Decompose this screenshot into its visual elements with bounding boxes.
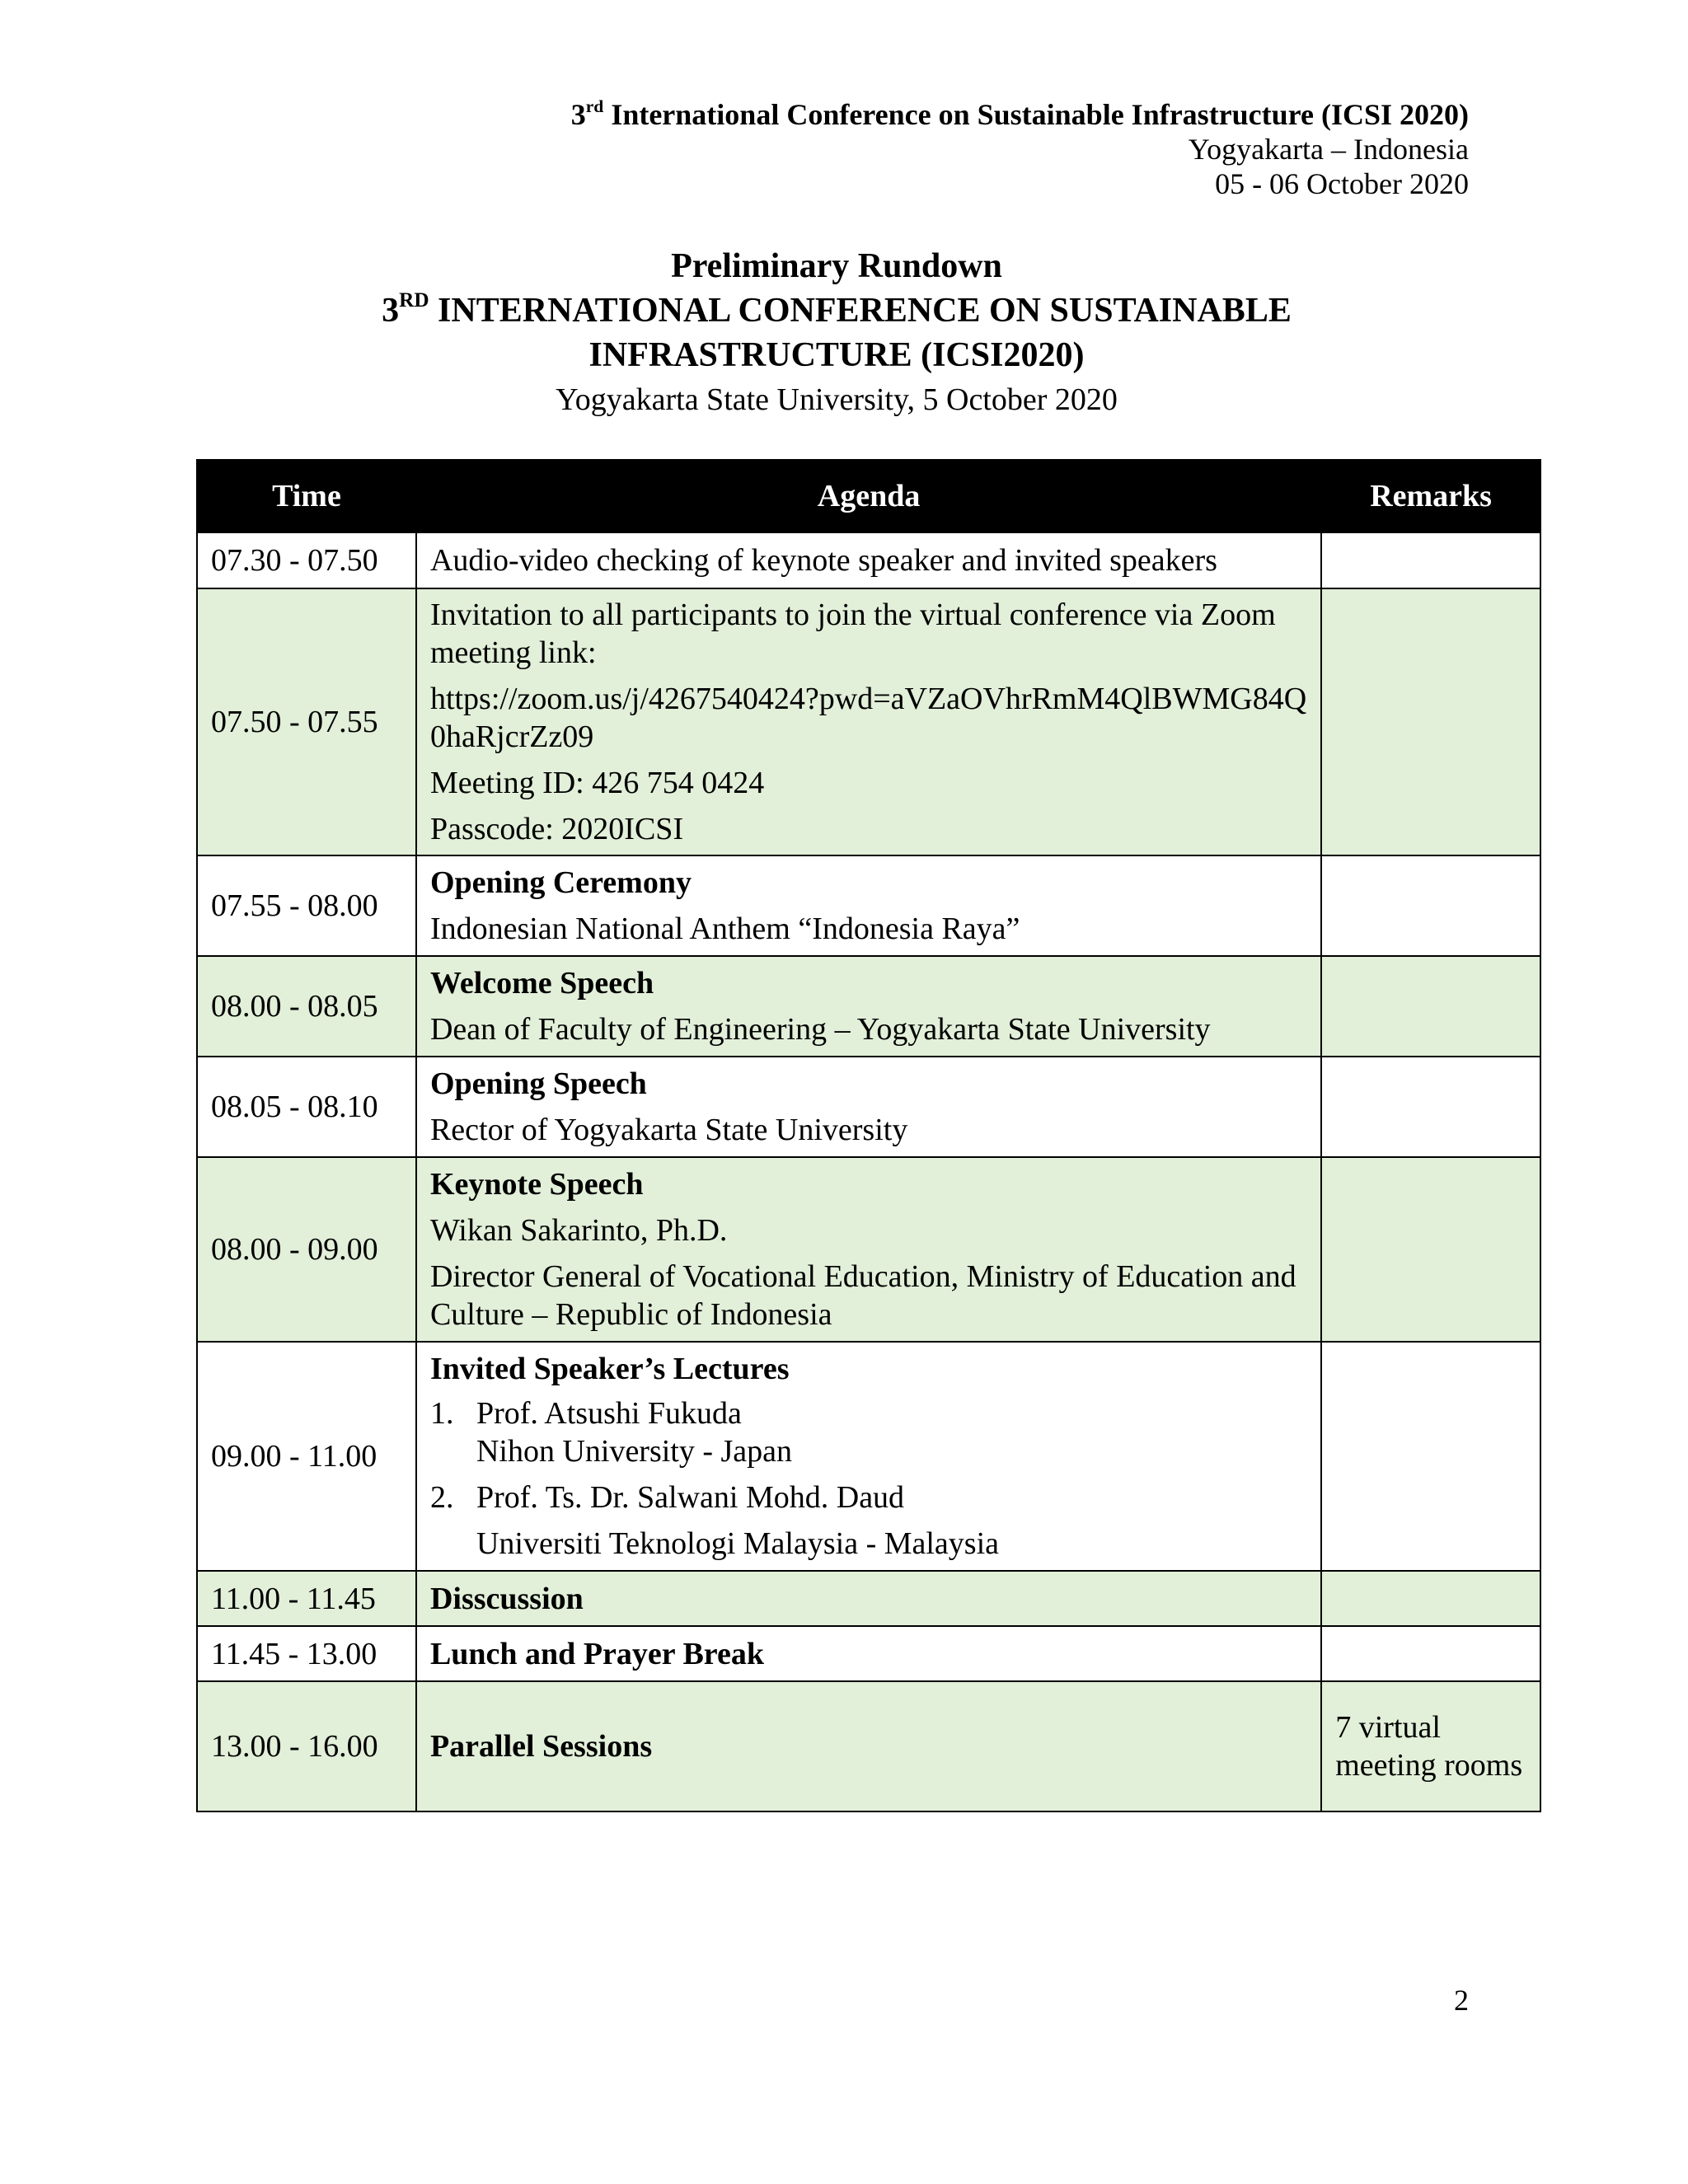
speaker-affiliation: Nihon University - Japan (476, 1434, 793, 1469)
time-cell: 07.50 - 07.55 (197, 588, 416, 855)
keynote-speaker: Wikan Sakarinto, Ph.D. (429, 1213, 728, 1248)
conference-name: 3rd International Conference on Sustainable Infrastructure (ICSI 2020) (570, 96, 1469, 131)
title-line-2: 3RD INTERNATIONAL CONFERENCE ON SUSTAINABLE (382, 289, 1292, 330)
table-row (197, 855, 1540, 956)
remarks-cell (1321, 1057, 1540, 1157)
page-number: 2 (1454, 1984, 1469, 2017)
remarks-cell: 7 virtual meeting rooms (1321, 1681, 1540, 1811)
remarks-cell (1321, 1342, 1540, 1571)
conference-location: Yogyakarta – Indonesia (1188, 133, 1469, 166)
time-cell: 07.55 - 08.00 (197, 855, 416, 956)
agenda-detail: Dean of Faculty of Engineering – Yogyakarta State University (429, 1012, 1211, 1047)
column-header-time: Time (197, 460, 416, 532)
table-row (197, 588, 1540, 855)
agenda-title: Lunch and Prayer Break (429, 1636, 764, 1671)
remarks-cell (1321, 1626, 1540, 1681)
agenda-intro: Invitation to all participants to join the virtual conference via Zoom meeting link: (429, 598, 1276, 670)
agenda-cell (416, 1057, 1321, 1157)
agenda-detail: Director General of Vocational Education, Ministry of Education and Culture – Republic of Indonesia (429, 1259, 1296, 1332)
speaker-name: Prof. Ts. Dr. Salwani Mohd. Daud (476, 1480, 905, 1515)
time-cell: 08.00 - 08.05 (197, 956, 416, 1057)
agenda-cell (416, 1157, 1321, 1342)
agenda-detail: Rector of Yogyakarta State University (429, 1113, 908, 1147)
time-cell: 08.00 - 09.00 (197, 1157, 416, 1342)
agenda-title: Keynote Speech (429, 1167, 644, 1202)
remarks-cell (1321, 1157, 1540, 1342)
agenda-cell (416, 1681, 1321, 1811)
agenda-detail: Indonesian National Anthem “Indonesia Raya” (429, 912, 1020, 946)
list-item (430, 1394, 1307, 1470)
rundown-table (196, 459, 1541, 1812)
column-header-remarks: Remarks (1321, 460, 1540, 532)
agenda-text: Audio-video checking of keynote speaker and invited speakers (429, 543, 1217, 578)
passcode: Passcode: 2020ICSI (429, 812, 684, 846)
table-row (197, 1342, 1540, 1571)
document-title (0, 244, 1673, 422)
agenda-title: Opening Ceremony (429, 865, 692, 900)
remarks-cell (1321, 956, 1540, 1057)
agenda-cell (416, 956, 1321, 1057)
time-cell: 11.00 - 11.45 (197, 1571, 416, 1626)
agenda-title: Invited Speaker’s Lectures (429, 1352, 790, 1386)
time-cell: 13.00 - 16.00 (197, 1681, 416, 1811)
speaker-list (430, 1394, 1307, 1563)
table-row (197, 532, 1540, 588)
list-item (430, 1479, 1307, 1563)
table-row (197, 1626, 1540, 1681)
remarks-cell (1321, 532, 1540, 588)
remarks-cell (1321, 588, 1540, 855)
remarks-cell (1321, 1571, 1540, 1626)
list-number: 1. (429, 1396, 454, 1431)
table-header-row (197, 460, 1540, 532)
time-cell: 11.45 - 13.00 (197, 1626, 416, 1681)
title-line-1: Preliminary Rundown (671, 247, 1002, 285)
agenda-cell (416, 588, 1321, 855)
agenda-title: Disscussion (429, 1581, 584, 1616)
title-line-3: INFRASTRUCTURE (ICSI2020) (588, 336, 1085, 374)
page-header (571, 97, 1469, 201)
table-row (197, 1157, 1540, 1342)
agenda-cell (416, 1342, 1321, 1571)
meeting-id: Meeting ID: 426 754 0424 (429, 766, 765, 800)
time-cell: 08.05 - 08.10 (197, 1057, 416, 1157)
remarks-cell (1321, 855, 1540, 956)
time-cell: 07.30 - 07.50 (197, 532, 416, 588)
speaker-affiliation: Universiti Teknologi Malaysia - Malaysia (476, 1526, 1000, 1561)
table-row (197, 956, 1540, 1057)
zoom-link[interactable]: https://zoom.us/j/4267540424?pwd=aVZaOVhrRmM4QlBWMG84Q0haRjcrZz09 (429, 682, 1307, 754)
agenda-cell (416, 1626, 1321, 1681)
speaker-name: Prof. Atsushi Fukuda (476, 1396, 742, 1431)
list-number: 2. (429, 1480, 454, 1515)
agenda-title: Parallel Sessions (429, 1729, 653, 1764)
table-row (197, 1571, 1540, 1626)
column-header-agenda: Agenda (416, 460, 1321, 532)
title-venue: Yogyakarta State University, 5 October 2020 (556, 382, 1118, 417)
conference-dates: 05 - 06 October 2020 (1215, 167, 1469, 200)
agenda-cell (416, 1571, 1321, 1626)
agenda-title: Welcome Speech (429, 966, 654, 1001)
agenda-cell (416, 855, 1321, 956)
agenda-title: Opening Speech (429, 1066, 647, 1101)
table-row (197, 1681, 1540, 1811)
agenda-cell (416, 532, 1321, 588)
time-cell: 09.00 - 11.00 (197, 1342, 416, 1571)
table-row (197, 1057, 1540, 1157)
